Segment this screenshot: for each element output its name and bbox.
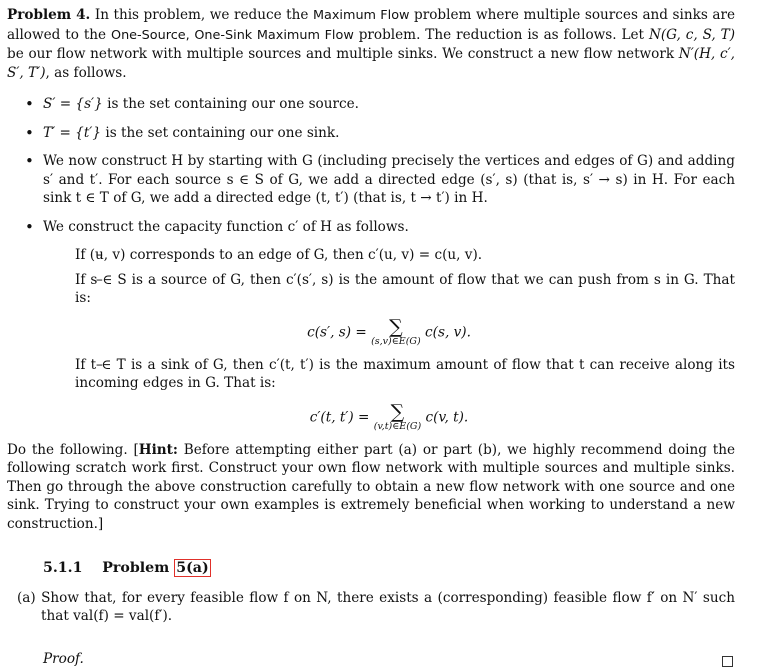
math-network-n-prime: N′(H, c′, S′, T′) — [7, 46, 735, 81]
bullet-construct-h — [7, 152, 735, 208]
instructions-lead: Do the following. [ — [7, 441, 139, 458]
term-maximum-flow: Maximum Flow — [312, 8, 410, 23]
sum-limit: (s,v)∈E(G) — [371, 335, 421, 347]
part-a-label: (a) — [17, 589, 36, 606]
proof-label: Proof. — [43, 650, 84, 667]
bullet-text: We construct the capacity function c′ of H as follows. — [43, 218, 409, 235]
construction-list — [7, 95, 735, 433]
part-a — [7, 589, 735, 626]
intro-text: be our flow network with multiple sources and multiple sinks. We construct a new flow network — [7, 46, 675, 62]
eq-lhs: c′(t, t′) = — [309, 409, 370, 425]
subitem-edge — [43, 246, 735, 265]
math-network-n: N(G, c, S, T) — [648, 26, 735, 43]
term-one-source-one-sink: One-Source, One-Sink Maximum Flow — [111, 27, 354, 43]
bullet-text: We now construct H by starting with G (including precisely the vertices and edges of G) and adding s′ and t′. For each source s ∈ S of G, we add a directed edge (s′, s) (that is, s′ → s) in H. For each sink t ∈ T of G, we add a directed edge (t, t′) (that is, t → t′) in H. — [43, 153, 735, 206]
intro-text: In this problem, we reduce the — [94, 7, 309, 23]
subitem-sink — [43, 356, 735, 393]
bullet-text: is the set containing our one sink. — [105, 124, 340, 141]
intro-text: problem. The reduction is as follows. Let — [358, 26, 645, 43]
eq-lhs: c(s′, s) = — [307, 324, 367, 340]
problem-ref-link[interactable] — [174, 559, 211, 577]
proof-block — [7, 650, 735, 669]
summation — [373, 400, 422, 433]
part-a-text: Show that, for every feasible flow f on N, there exists a (corresponding) feasible flow f′ on N′ such that val(f) = val(f′). — [41, 589, 735, 624]
summation — [371, 315, 421, 348]
eq-rhs: c(v, t). — [425, 409, 469, 425]
intro-text: , as follows. — [45, 64, 127, 81]
math-sink-set: T′ = {t′} — [43, 124, 102, 141]
problem-statement — [7, 6, 735, 82]
ref-number: 5 — [176, 560, 187, 576]
subitem-text: If s ∈ S is a source of G, then c′(s′, s) is the amount of flow that we can push from s in G. That is: — [75, 271, 735, 306]
bullet-text: is the set containing our one source. — [107, 96, 359, 112]
equation-sink-capacity — [43, 400, 735, 433]
instructions-paragraph — [7, 441, 735, 534]
subitem-text: If (u, v) corresponds to an edge of G, then c′(u, v) = c(u, v). — [75, 247, 483, 263]
section-number: 5.1.1 — [43, 560, 83, 576]
instructions-text: Before attempting either part (a) or part (b), we highly recommend doing the following scratch work first. Construct your own flow network with multiple sources and multiple sinks. Then go through the above construction carefully to obtain a new flow network with one source and one sink. Trying to construct your own examples is extremely beneficial when working to understand a new construction.] — [7, 441, 735, 532]
sigma-symbol: ∑ — [389, 315, 403, 338]
bullet-capacity — [7, 218, 735, 433]
eq-rhs: c(s, v). — [425, 324, 471, 340]
bullet-source — [7, 95, 735, 114]
problem-label: Problem 4. — [7, 7, 91, 23]
section-heading — [7, 559, 735, 578]
document-page — [7, 6, 735, 668]
qed-box-icon — [722, 656, 733, 667]
sigma-symbol: ∑ — [390, 400, 405, 423]
ref-part: (a) — [186, 560, 209, 576]
sum-limit: (v,t)∈E(G) — [373, 420, 422, 432]
subitem-text: If t ∈ T is a sink of G, then c′(t, t′) is the maximum amount of flow that t can receive along its incoming edges in G. That is: — [75, 356, 735, 391]
equation-source-capacity — [43, 315, 735, 348]
section-title: Problem — [102, 560, 170, 576]
math-source-set: S′ = {s′} — [43, 96, 103, 112]
hint-label: Hint: — [138, 441, 178, 458]
subitem-source — [43, 271, 735, 308]
bullet-sink — [7, 124, 735, 143]
intro-text: problem where multiple sources and sinks are allowed to the — [7, 7, 736, 43]
